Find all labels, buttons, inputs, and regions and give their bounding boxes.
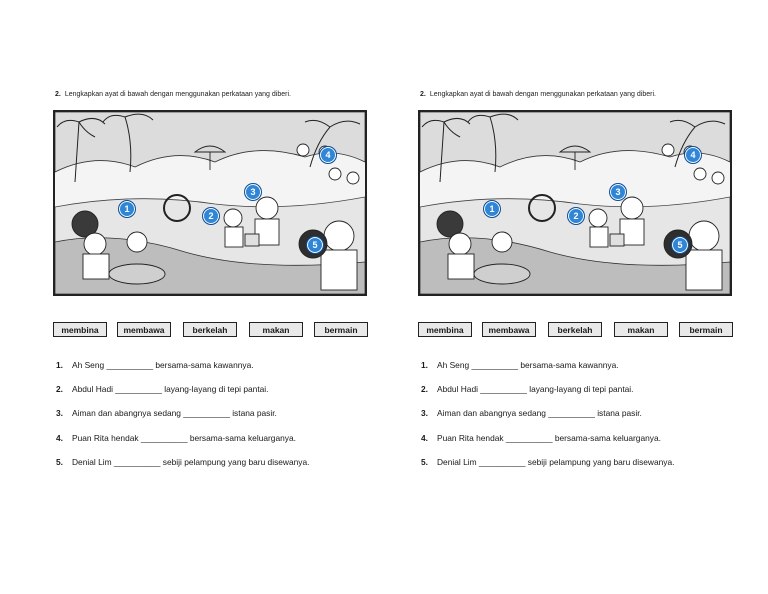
word-box: bermain xyxy=(679,322,733,337)
sentence-item xyxy=(421,433,741,457)
sentence-number: 5. xyxy=(421,456,428,467)
instruction-text: Lengkapkan ayat di bawah dengan menggunakan perkataan yang diberi. xyxy=(64,91,291,98)
sentence-text: Abdul Hadi __________ layang-layang di tepi pantai. xyxy=(72,384,269,395)
word-bank xyxy=(418,322,734,338)
sentence-number: 1. xyxy=(421,360,428,370)
beach-scene-drawing xyxy=(55,112,365,294)
sentence-number: 4. xyxy=(56,432,63,443)
beach-scene-illustration xyxy=(53,110,367,296)
sentence-number: 3. xyxy=(56,408,63,419)
sentence-item xyxy=(421,457,741,481)
sentence-text: Puan Rita hendak __________ bersama-sama keluarganya. xyxy=(437,432,661,443)
sentence-item xyxy=(421,408,741,432)
sentence-item xyxy=(56,384,376,408)
sentence-item xyxy=(56,408,376,432)
instruction-text: Lengkapkan ayat di bawah dengan menggunakan perkataan yang diberi. xyxy=(429,91,656,98)
instruction xyxy=(420,91,656,98)
instruction-number: 2. xyxy=(55,91,61,98)
marker-2: 2 xyxy=(202,207,220,225)
word-box: membawa xyxy=(482,322,536,337)
sentence-list xyxy=(421,360,741,481)
sentence-text: Denial Lim __________ sebiji pelampung yang baru disewanya. xyxy=(437,456,675,467)
sentence-text: Puan Rita hendak __________ bersama-sama keluarganya. xyxy=(72,432,296,443)
sentence-number: 2. xyxy=(56,384,63,395)
word-box: makan xyxy=(249,322,303,337)
worksheet-right xyxy=(418,0,748,594)
sentence-item xyxy=(56,433,376,457)
worksheet-left xyxy=(53,0,383,594)
sentence-number: 4. xyxy=(421,432,428,443)
sentence-text: Aiman dan abangnya sedang __________ istana pasir. xyxy=(437,408,642,419)
instruction-number: 2. xyxy=(420,91,426,98)
word-box: berkelah xyxy=(548,322,602,337)
marker-4: 4 xyxy=(319,146,337,164)
sentence-list xyxy=(56,360,376,481)
sentence-number: 2. xyxy=(421,384,428,395)
word-box: bermain xyxy=(314,322,368,337)
sentence-item xyxy=(56,457,376,481)
word-box: membina xyxy=(53,322,107,337)
sentence-text: Aiman dan abangnya sedang __________ istana pasir. xyxy=(72,408,277,419)
sentence-text: Abdul Hadi __________ layang-layang di tepi pantai. xyxy=(437,384,634,395)
sentence-text: Denial Lim __________ sebiji pelampung yang baru disewanya. xyxy=(72,456,310,467)
marker-4: 4 xyxy=(684,146,702,164)
marker-3: 3 xyxy=(244,183,262,201)
marker-5: 5 xyxy=(671,236,689,254)
sentence-item xyxy=(421,360,741,384)
instruction xyxy=(55,91,291,98)
sentence-number: 5. xyxy=(56,456,63,467)
beach-scene-illustration xyxy=(418,110,732,296)
sentence-number: 1. xyxy=(56,360,63,370)
word-box: berkelah xyxy=(183,322,237,337)
sentence-number: 3. xyxy=(421,408,428,419)
beach-scene-drawing xyxy=(420,112,730,294)
marker-3: 3 xyxy=(609,183,627,201)
word-bank xyxy=(53,322,369,338)
word-box: membawa xyxy=(117,322,171,337)
sentence-text: Ah Seng __________ bersama-sama kawannya. xyxy=(72,360,254,370)
marker-2: 2 xyxy=(567,207,585,225)
word-box: makan xyxy=(614,322,668,337)
marker-5: 5 xyxy=(306,236,324,254)
sentence-item xyxy=(421,384,741,408)
marker-1: 1 xyxy=(118,200,136,218)
word-box: membina xyxy=(418,322,472,337)
sentence-item xyxy=(56,360,376,384)
sentence-text: Ah Seng __________ bersama-sama kawannya. xyxy=(437,360,619,370)
marker-1: 1 xyxy=(483,200,501,218)
